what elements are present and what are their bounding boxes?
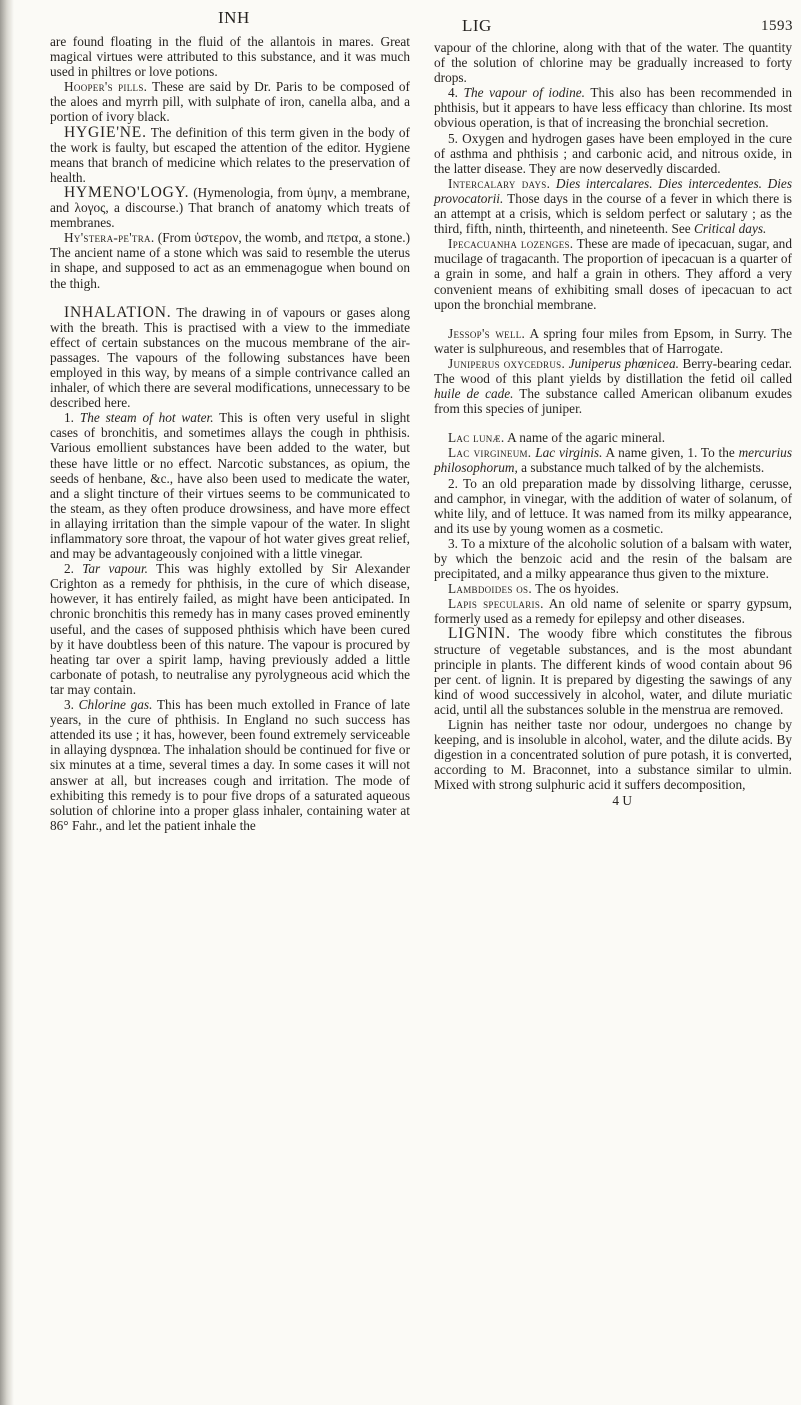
entry-inhalation: INHALATION. The drawing in of vapours or gases along with the breath. This is practised with a view to the immediate effect of certain substances on the mucous membrane of the air-passages. The vapours of the following substances have been employed in this way, by means of a simple contrivance called an inhaler, of which there are several modifications, unnecessary to be described here.: [50, 303, 410, 411]
subentry-steam: 1. The steam of hot water. This is often very useful in slight cases of bronchitis, and sometimes allays the cough in phthisis. Various emollient substances have been added to the water, but these have little or no effect. Narcotic substances, as opium, the seeds of henbane, &c., have also been used to medicate the water, and a slight tincture of their virtues seems to be communicated to the steam, as they often produce drowsiness, and have more effect in allaying irritation than the simple vapour of the water. In slight inflammatory sore throat, the vapour of hot water gives great relief, and may be advantageously conjoined with a little vinegar.: [50, 410, 410, 562]
entry-hygiene: HYGIE'NE. The definition of this term given in the body of the work is faulty, but escaped the attention of the editor. Hygiene means that branch of medicine which relates to the preservation of health.: [50, 123, 410, 185]
entry-ipecacuanha-lozenges: Ipecacuanha lozenges. These are made of ipecacuan, sugar, and mucilage of tragacanth. The proportion of ipecacuan is a quarter of a grain in some, and half a grain in others. They afford a very convenient means of exhibiting small doses of ipecacuan to act upon the bronchial membrane.: [434, 236, 792, 312]
binding-shadow: [0, 0, 14, 1405]
running-head-left: INH: [218, 8, 250, 27]
entry-continuation-right: vapour of the chlorine, along with that of the water. The quantity of the solution of chlorine may be gradually increased to forty drops.: [434, 40, 792, 86]
entry-continuation: are found floating in the fluid of the allantois in mares. Great magical virtues were attributed to this substance, and it was much used in philtres or love potions.: [50, 34, 410, 80]
page-number: 1593: [761, 18, 793, 34]
entry-lignin-continued: Lignin has neither taste nor odour, undergoes no change by keeping, and is insoluble in alcohol, water, and the dilute acids. By digestion in a concentrated solution of pure potash, it is converted, according to M. Braconnet, into a substance similar to ulmin. Mixed with strong sulphuric acid it suffers decomposition,: [434, 717, 792, 793]
signature-mark: 4 U: [612, 792, 632, 808]
running-head-middle: LIG: [462, 16, 492, 35]
subentry-lac-2: 2. To an old preparation made by dissolving litharge, cerusse, and camphor, in vinegar, with the addition of water of solanum, of white lily, and of lettuce. It was named from its milky appearance, and its use by young women as a cosmetic.: [434, 475, 792, 536]
entry-intercalary-days: Intercalary days. Dies intercalares. Dies intercedentes. Dies provocatorii. Those days in the course of a fever in which there is an attempt at a crisis, which is seldom perfect or salutary ; as the third, fifth, ninth, thirteenth, and nineteenth. See Critical days.: [434, 175, 793, 237]
left-column: [50, 34, 410, 833]
entry-hoopers-pills: Hooper's pills. These are said by Dr. Paris to be composed of the aloes and myrrh pill, with sulphate of iron, canella alba, and a portion of ivory black.: [50, 79, 410, 125]
subentry-chlorine-gas: 3. Chlorine gas. This has been much extolled in France of late years, in the cure of phthisis. In England no such success has attended its use ; it has, however, been found extremely serviceable in allaying dyspnœa. The inhalation should be continued for five or six minutes at a time, several times a day. In some cases it will not answer at all, but increases cough and irritation. The mode of exhibiting this remedy is to pour five drops of a saturated aqueous solution of chlorine into a proper glass inhaler, containing water at 86° Fahr., and let the patient inhale the: [50, 697, 411, 833]
entry-hystera-petra: Hy'stera-pe'tra. (From ὑστερον, the womb, and πετρα, a stone.) The ancient name of a stone which was said to resemble the uterus in shape, and supposed to act as an emmenagogue when bound on the thigh.: [50, 230, 410, 291]
subentry-tar-vapour: 2. Tar vapour. This was highly extolled by Sir Alexander Crighton as a remedy for phthisis, in the cure of which disease, however, it has entirely failed, as might have been anticipated. In chronic bronchitis this remedy has in many cases proved eminently useful, and the cases of supposed phthisis which have been cured by it have doubtless been of this nature. The vapour is procured by heating tar over a spirit lamp, having previously added a little carbonate of potash, to neutralise any pyrolygneous acid which the tar may contain.: [50, 561, 411, 697]
entry-lignin: LIGNIN. The woody fibre which constitutes the fibrous structure of vegetable substances, and is the most abundant principle in plants. The different kinds of wood contain about 96 per cent. of lignin. It is prepared by digesting the sawings of any kind of wood successively in alcohol, water, and dilute muriatic acid, until all the substances soluble in the menstrua are removed.: [434, 625, 792, 717]
entry-hymenology: HYMENO'LOGY. (Hymenologia, from ὑμην, a membrane, and λογος, a discourse.) That branch of anatomy which treats of membranes.: [50, 183, 410, 231]
entry-lac-lunae: Lac lunæ. A name of the agaric mineral.: [448, 430, 666, 446]
entry-jessops-well: Jessop's well. A spring four miles from Epsom, in Surry. The water is sulphureous, and resembles that of Harrogate.: [434, 325, 792, 356]
entry-lambdoides-os: Lambdoides os. The os hyoides.: [448, 581, 619, 597]
entry-juniperus-oxycedrus: Juniperus oxycedrus. Juniperus phœnicea. Berry-bearing cedar. The wood of this plant yields by distillation the fetid oil called huile de cade. The substance called American olibanum exudes from this species of juniper.: [434, 355, 792, 417]
entry-lac-virgineum: Lac virgineum. Lac virginis. A name given, 1. To the mercurius philosophorum, a substance much talked of by the alchemists.: [434, 445, 793, 476]
subentry-lac-3: 3. To a mixture of the alcoholic solution of a balsam with water, by which the benzoic acid and the resin of the balsam are precipitated, and a milky appearance thus given to the mixture.: [434, 535, 792, 582]
subentry-iodine: 4. The vapour of iodine. This also has been recommended in phthisis, but it appears to have less efficacy than chlorine. Its most obvious operation, is that of increasing the bronchial secretion.: [434, 85, 793, 131]
subentry-oxygen: 5. Oxygen and hydrogen gases have been employed in the cure of asthma and phthisis ; and carbonic acid, and nitrous oxide, in the latter disease. They are now deservedly discarded.: [434, 130, 793, 176]
entry-lapis-specularis: Lapis specularis. An old name of selenite or sparry gypsum, formerly used as a remedy for epilepsy and other diseases.: [434, 596, 792, 627]
right-column: [434, 40, 792, 808]
